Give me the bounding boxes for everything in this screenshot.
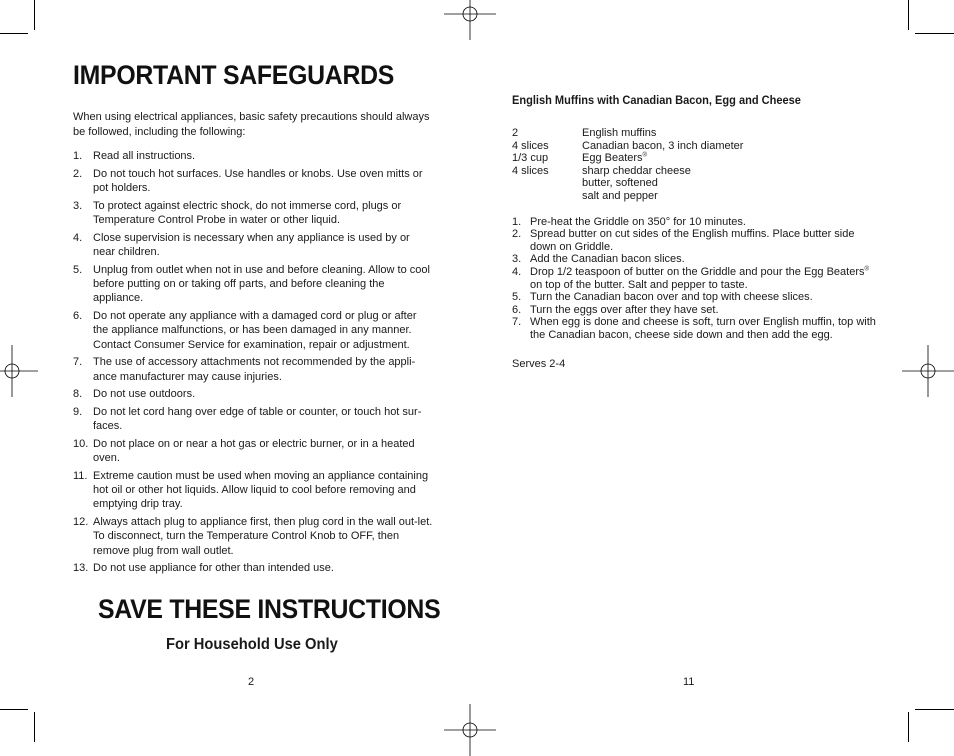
page-number-left: 2 <box>248 676 255 688</box>
list-item-number: 11. <box>73 469 88 482</box>
save-instructions-title: SAVE THESE INSTRUCTIONS <box>98 594 441 624</box>
step-item <box>512 216 882 229</box>
list-item-number: 6. <box>73 309 83 322</box>
list-item <box>73 199 433 228</box>
step-number: 2. <box>512 228 522 241</box>
registered-mark: ® <box>642 152 647 159</box>
registration-mark-icon <box>0 345 38 397</box>
crop-mark-icon <box>915 33 954 34</box>
ingredient-name: English muffins <box>582 127 657 139</box>
step-item <box>512 253 882 266</box>
list-item-number: 4. <box>73 231 83 244</box>
crop-mark-icon <box>34 712 35 742</box>
step-text: Spread butter on cut sides of the English muffins. Place butter side down on Griddle. <box>530 228 855 253</box>
ingredient-row <box>512 127 882 140</box>
ingredient-quantity: 4 slices <box>512 139 549 152</box>
list-item-number: 10. <box>73 437 89 450</box>
crop-mark-icon <box>0 709 28 710</box>
list-item-text: Unplug from outlet when not in use and before cleaning. Allow to cool before putting on or taking off parts, and before cleaning the appliance. <box>93 263 430 305</box>
registration-mark-icon <box>444 0 496 40</box>
list-item-text: To protect against electric shock, do not immerse cord, plugs or Temperature Control Probe in water or other liquid. <box>93 199 402 226</box>
list-item <box>73 167 433 196</box>
ingredient-quantity: 1/3 cup <box>512 152 549 165</box>
registration-mark-icon <box>444 704 496 756</box>
list-item <box>73 561 433 575</box>
list-item <box>73 437 433 466</box>
crop-mark-icon <box>34 0 35 30</box>
list-item-number: 12. <box>73 516 89 529</box>
list-item-text: The use of accessory attachments not recommended by the appli-ance manufacturer may cause injuries. <box>93 356 416 383</box>
step-text: Drop 1/2 teaspoon of butter on the Griddle and pour the Egg Beaters® on top of the butter. Salt and pepper to taste. <box>530 265 869 291</box>
page-number-right: 11 <box>683 676 695 688</box>
list-item-number: 13. <box>73 562 89 575</box>
list-item-text: Do not place on or near a hot gas or electric burner, or in a heated oven. <box>93 437 415 465</box>
intro-text: When using electrical appliances, basic safety precautions should always be followed, including the following: <box>73 111 430 138</box>
step-item <box>512 304 882 317</box>
serves-text: Serves 2-4 <box>512 357 566 370</box>
ingredient-quantity: 2 <box>512 127 519 139</box>
list-item <box>73 355 433 384</box>
ingredient-name: Egg Beaters® <box>582 152 647 165</box>
step-number: 7. <box>512 316 522 329</box>
list-item <box>73 309 433 352</box>
ingredient-name: butter, softened <box>582 177 658 190</box>
list-item-number: 2. <box>73 167 83 180</box>
page-title: IMPORTANT SAFEGUARDS <box>73 60 395 90</box>
ingredient-quantity <box>512 190 582 203</box>
list-item <box>73 515 433 558</box>
list-item-text: Close supervision is necessary when any appliance is used by or near children. <box>93 231 410 258</box>
list-item <box>73 405 433 434</box>
ingredient-row <box>512 140 882 153</box>
registered-mark: ® <box>864 266 869 273</box>
registration-mark-icon <box>902 345 954 397</box>
list-item <box>73 469 433 512</box>
list-item <box>73 387 433 401</box>
crop-mark-icon <box>0 33 28 34</box>
right-page <box>512 93 882 370</box>
list-item-text: Do not operate any appliance with a damaged cord or plug or after the appliance malfunctions, or has been damaged in any manner. Contact Consumer Service for examination, repair or adjustment. <box>93 309 417 351</box>
step-number: 6. <box>512 303 522 316</box>
ingredient-row <box>512 152 882 165</box>
list-item-number: 5. <box>73 263 83 276</box>
list-item-text: Do not use outdoors. <box>93 388 196 401</box>
ingredient-quantity <box>512 177 582 190</box>
step-item <box>512 316 882 341</box>
list-item <box>73 149 433 163</box>
ingredient-name: sharp cheddar cheese <box>582 164 691 177</box>
step-number: 3. <box>512 253 522 266</box>
list-item-number: 8. <box>73 388 83 401</box>
step-text: When egg is done and cheese is soft, turn over English muffin, top with the Canadian bacon, cheese side down and then add the egg. <box>530 316 876 341</box>
list-item-number: 1. <box>73 150 83 162</box>
step-number: 5. <box>512 291 522 304</box>
step-number: 1. <box>512 215 522 228</box>
list-item-text: Do not let cord hang over edge of table or counter, or touch hot sur-faces. <box>93 405 422 433</box>
step-text: Pre-heat the Griddle on 350° for 10 minutes. <box>530 215 746 228</box>
crop-mark-icon <box>908 712 909 742</box>
step-text: Turn the eggs over after they have set. <box>530 303 719 316</box>
crop-mark-icon <box>915 709 954 710</box>
step-item <box>512 228 882 253</box>
list-item-text: Always attach plug to appliance first, then plug cord in the wall out-let. To disconnect, turn the Temperature Control Knob to OFF, then remove plug from wall outlet. <box>93 516 433 557</box>
list-item <box>73 263 433 306</box>
list-item-text: Extreme caution must be used when moving an appliance containing hot oil or other hot liquids. Allow liquid to cool before removing and emptying drip tray. <box>93 469 429 511</box>
household-subtitle: For Household Use Only <box>166 636 338 653</box>
steps-list <box>512 216 882 342</box>
recipe-title: English Muffins with Canadian Bacon, Egg and Cheese <box>512 93 801 107</box>
ingredient-quantity: 4 slices <box>512 164 549 177</box>
list-item-text: Do not touch hot surfaces. Use handles or knobs. Use oven mitts or pot holders. <box>93 167 423 194</box>
step-number: 4. <box>512 265 522 278</box>
ingredient-name: Canadian bacon, 3 inch diameter <box>582 139 744 152</box>
list-item-number: 7. <box>73 356 83 369</box>
list-item <box>73 231 433 260</box>
step-item <box>512 291 882 304</box>
step-item <box>512 266 882 291</box>
crop-mark-icon <box>908 0 909 30</box>
list-item-number: 3. <box>73 199 83 212</box>
ingredient-row <box>512 190 882 203</box>
list-item-text: Do not use appliance for other than intended use. <box>93 562 334 575</box>
list-item-number: 9. <box>73 405 83 418</box>
step-text: Turn the Canadian bacon over and top with cheese slices. <box>530 291 813 304</box>
ingredient-row <box>512 165 882 178</box>
ingredients-list <box>512 127 882 203</box>
left-page <box>73 60 433 579</box>
safeguards-list <box>73 149 433 576</box>
ingredient-row <box>512 177 882 190</box>
step-text: Add the Canadian bacon slices. <box>530 253 685 266</box>
list-item-text: Read all instructions. <box>93 150 196 162</box>
ingredient-name: salt and pepper <box>582 189 658 202</box>
